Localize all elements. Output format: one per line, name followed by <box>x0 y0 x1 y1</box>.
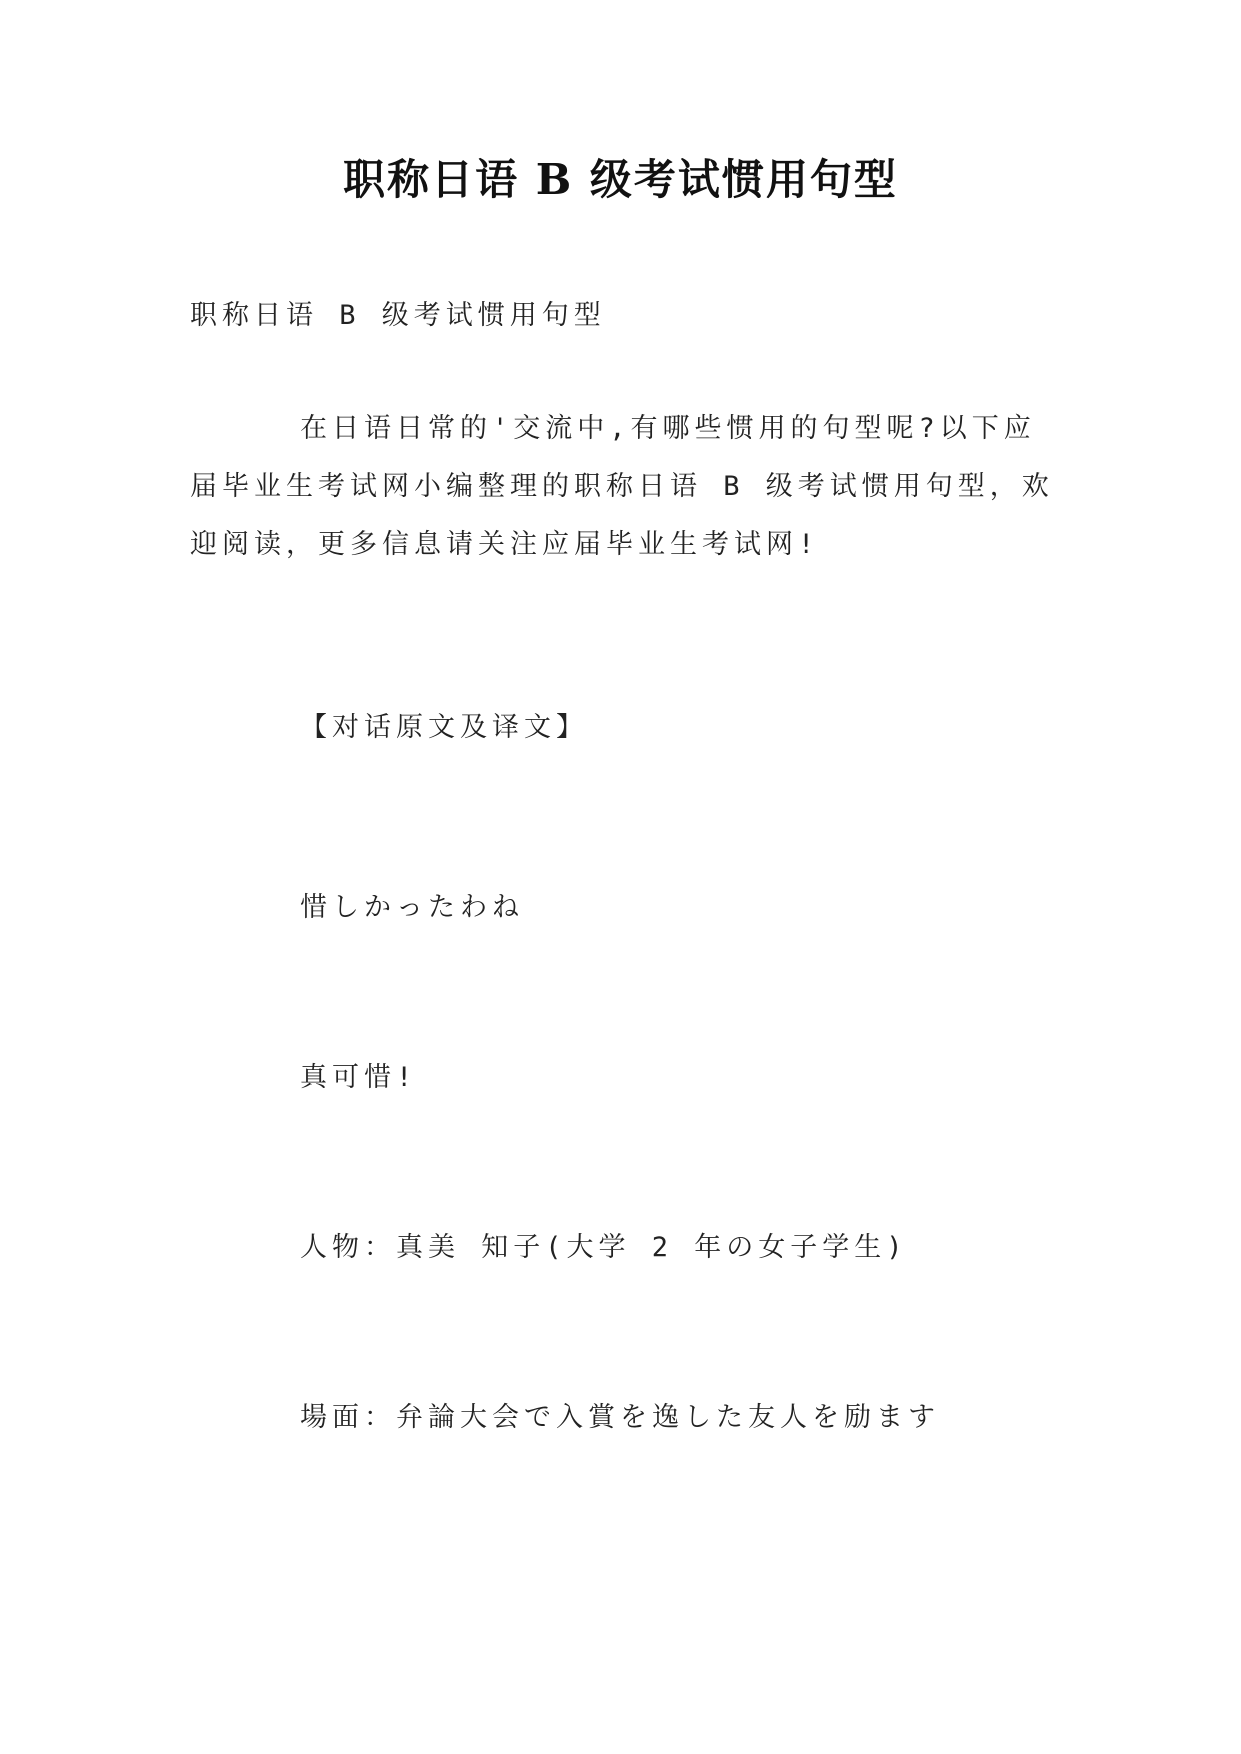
scene-line: 場面：弁論大会で入賞を逸した友人を励ます <box>300 1402 940 1433</box>
characters-line: 人物：真美 知子(大学 2 年の女子学生) <box>300 1232 908 1263</box>
intro-line-2: 届毕业生考试网小编整理的职称日语 B 级考试惯用句型，欢 <box>190 471 1054 502</box>
document-subtitle: 职称日语 B 级考试惯用句型 <box>190 300 606 331</box>
section-heading: 【对话原文及译文】 <box>300 712 588 743</box>
document-title: 职称日语 B 级考试惯用句型 <box>343 155 898 204</box>
intro-paragraph <box>190 400 1060 574</box>
intro-line-1: 在日语日常的'交流中,有哪些惯用的句型呢?以下应 <box>300 413 1036 444</box>
dialogue-line-translation: 真可惜! <box>300 1062 418 1093</box>
dialogue-line-japanese: 惜しかったわね <box>300 892 524 923</box>
intro-line-3: 迎阅读，更多信息请关注应届毕业生考试网! <box>190 529 820 560</box>
